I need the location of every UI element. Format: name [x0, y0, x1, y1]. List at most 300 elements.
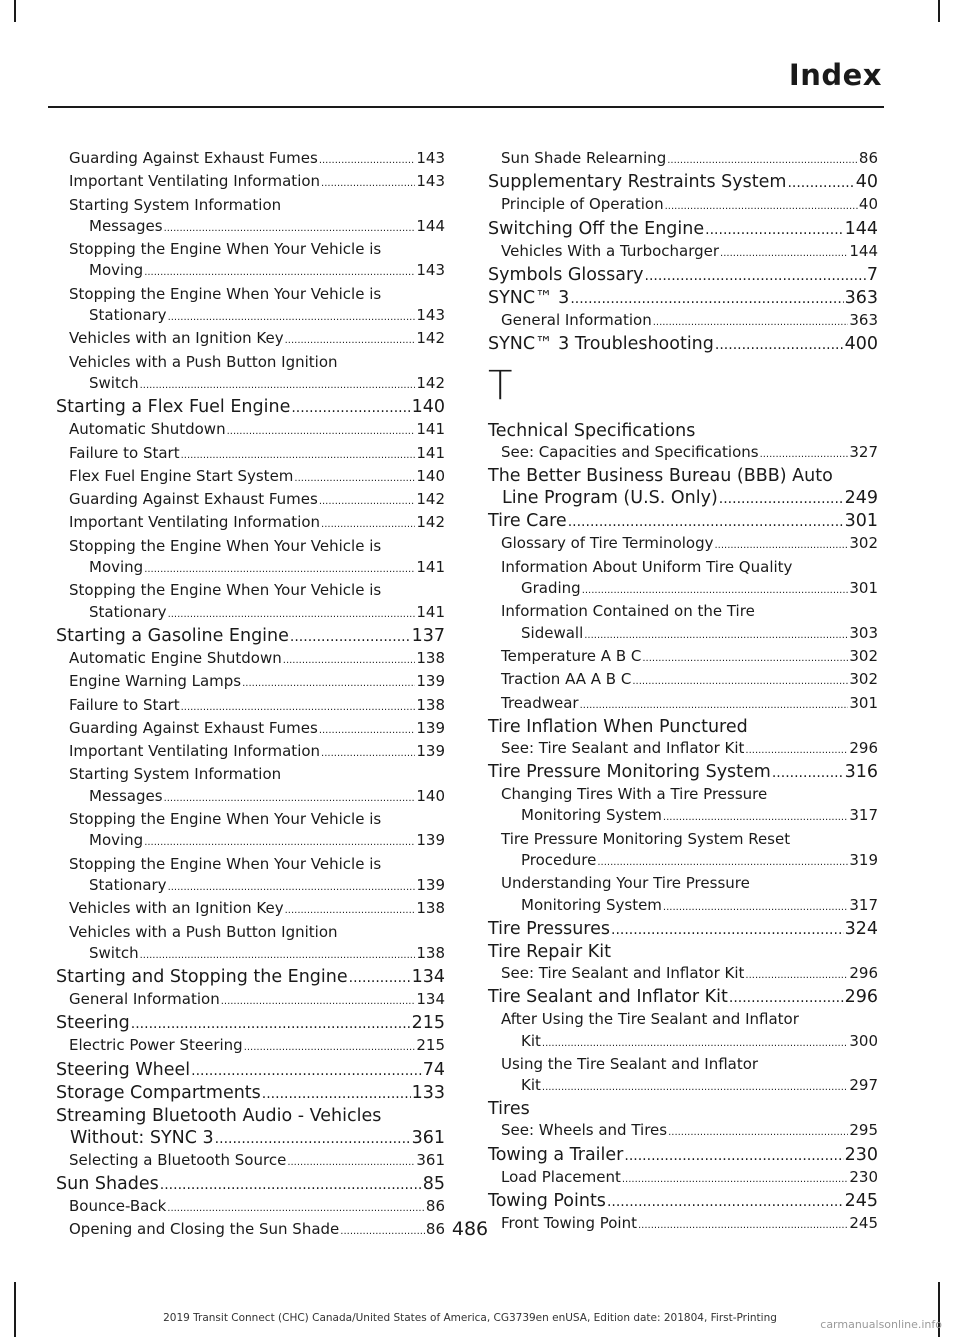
index-page-ref: 143: [416, 149, 445, 167]
index-page-ref: 300: [849, 1031, 878, 1050]
index-entry-text: Technical Specifications: [488, 421, 696, 442]
index-entry-text: Tires: [488, 1099, 530, 1120]
index-entry-text: Stopping the Engine When Your Vehicle is: [69, 854, 382, 873]
index-entry-text: Stopping the Engine When Your Vehicle is: [69, 240, 382, 259]
index-entry: [56, 671, 445, 694]
dot-leader: [321, 512, 415, 535]
index-page-ref: 138: [416, 695, 445, 714]
index-entry: [488, 761, 878, 784]
index-entry: [56, 1127, 445, 1150]
index-entry-continuation: Line Program (U.S. Only): [502, 488, 718, 509]
index-entry-text: Sun Shades: [56, 1173, 159, 1194]
index-entry-text: Front Towing Point: [501, 1214, 637, 1233]
index-entry-text: Tire Pressure Monitoring System Reset: [501, 829, 791, 848]
index-entry: [488, 533, 878, 556]
index-page-ref: 144: [849, 241, 878, 260]
dot-leader: [570, 287, 843, 310]
dot-leader: [283, 648, 416, 671]
index-entry-text: Switching Off the Engine: [488, 218, 705, 239]
dot-leader: [291, 396, 410, 419]
index-page-ref: 296: [849, 963, 878, 982]
index-entry-text: Sun Shade Relearning: [501, 149, 667, 167]
index-entry: [56, 695, 445, 718]
index-entry: [488, 218, 878, 241]
dot-leader: [262, 1082, 411, 1105]
index-page-ref: 230: [849, 1167, 878, 1186]
index-entry-text: Tire Care: [488, 511, 567, 532]
index-entry-text: Opening and Closing the Sun Shade: [69, 1220, 340, 1239]
index-entry: [56, 718, 445, 741]
index-entry: [56, 1150, 445, 1173]
index-entry: [488, 194, 878, 217]
index-entry-text: Streaming Bluetooth Audio - Vehicles: [56, 1105, 382, 1126]
index-entry-text: Starting and Stopping the Engine: [56, 967, 348, 988]
index-entry-text: Starting a Gasoline Engine: [56, 625, 289, 646]
index-entry-text: Temperature A B C: [501, 646, 642, 665]
index-page-ref: 138: [416, 899, 445, 918]
index-entry: [56, 1012, 445, 1035]
index-entry: [56, 419, 445, 442]
index-page-ref: 86: [425, 1196, 445, 1215]
index-entry-text: Towing a Trailer: [488, 1144, 624, 1165]
index-entry-text: Storage Compartments: [56, 1082, 261, 1103]
index-entry: [56, 786, 445, 809]
index-entry-continuation: Messages: [89, 216, 163, 235]
dot-leader: [144, 260, 415, 283]
dot-leader: [168, 875, 416, 898]
index-page-ref: 142: [416, 490, 445, 509]
index-entry-text: Engine Warning Lamps: [69, 672, 242, 691]
watermark: carmanualsonline.info: [820, 1318, 942, 1331]
crop-mark-top-left: [14, 0, 16, 22]
index-entry-continuation: Moving: [89, 261, 144, 280]
index-entry-text: Stopping the Engine When Your Vehicle is: [69, 810, 382, 829]
dot-leader: [584, 623, 848, 646]
index-entry-continuation: Kit: [521, 1031, 541, 1050]
index-entry: [488, 578, 878, 601]
dot-leader: [168, 602, 416, 625]
index-entry-text: Towing Points: [488, 1191, 606, 1212]
index-page-ref: 303: [849, 623, 878, 642]
index-page-ref: 249: [844, 488, 878, 509]
index-entry-text: See: Wheels and Tires: [501, 1121, 668, 1140]
index-entry: [56, 625, 445, 648]
index-page-ref: 86: [425, 1220, 445, 1239]
index-entry-text: SYNC™ 3 Troubleshooting: [488, 334, 714, 355]
dot-leader: [720, 241, 848, 264]
index-entry: [488, 1031, 878, 1054]
index-page-ref: 133: [411, 1082, 445, 1103]
index-entry: [56, 443, 445, 466]
dot-leader: [131, 1012, 411, 1035]
index-page-ref: 74: [422, 1059, 445, 1080]
index-entry: [488, 333, 878, 356]
dot-leader: [653, 310, 849, 333]
index-entry-text: Symbols Glossary: [488, 264, 644, 285]
dot-leader: [665, 194, 858, 217]
index-entry-text: Electric Power Steering: [69, 1036, 243, 1055]
index-entry: [488, 1075, 878, 1098]
index-entry-text: Vehicles With a Turbocharger: [501, 241, 720, 260]
dot-leader: [181, 443, 416, 466]
dot-leader: [772, 761, 844, 784]
dot-leader: [787, 171, 854, 194]
index-page-ref: 302: [849, 646, 878, 665]
dot-leader: [349, 966, 411, 989]
index-column-left: [56, 148, 445, 1243]
index-page-ref: 142: [416, 373, 445, 392]
index-page-ref: 138: [416, 648, 445, 667]
index-entry: [488, 310, 878, 333]
index-entry-text: Principle of Operation: [501, 195, 664, 214]
index-page-ref: 144: [416, 216, 445, 235]
dot-leader: [611, 918, 844, 941]
dot-leader: [745, 963, 848, 986]
index-page-ref: 361: [416, 1150, 445, 1169]
index-page-ref: 143: [416, 172, 445, 191]
index-page-ref: 139: [416, 718, 445, 737]
index-page-ref: 141: [416, 558, 445, 577]
index-entry-continuation: Moving: [89, 831, 144, 850]
dot-leader: [181, 695, 416, 718]
index-page-ref: 141: [416, 420, 445, 439]
index-page-ref: 139: [416, 875, 445, 894]
index-entry-continuation: Switch: [89, 943, 139, 962]
index-entry-text: Bounce-Back: [69, 1196, 167, 1215]
index-entry: [56, 943, 445, 966]
index-page-ref: 141: [416, 602, 445, 621]
index-entry-continuation: Monitoring System: [521, 895, 662, 914]
dot-leader: [667, 148, 858, 171]
dot-leader: [140, 373, 416, 396]
index-entry: [56, 328, 445, 351]
index-entry: [56, 1082, 445, 1105]
index-entry-continuation: Without: SYNC 3: [70, 1127, 214, 1148]
index-page-ref: 142: [416, 329, 445, 348]
dot-leader: [164, 786, 416, 809]
index-entry: [488, 171, 878, 194]
index-entry: [488, 805, 878, 828]
dot-leader: [191, 1059, 422, 1082]
index-entry-continuation: Stationary: [89, 875, 167, 894]
index-page-ref: 400: [844, 334, 878, 355]
dot-leader: [144, 557, 415, 580]
index-entry: [56, 557, 445, 580]
index-page-ref: 139: [416, 742, 445, 761]
dot-leader: [645, 264, 866, 287]
index-entry: [56, 989, 445, 1012]
dot-leader: [542, 1075, 848, 1098]
index-entry-continuation: Monitoring System: [521, 806, 662, 825]
index-entry-text: Vehicles with a Push Button Ignition: [69, 922, 338, 941]
index-entry-text: Changing Tires With a Tire Pressure: [501, 785, 768, 804]
dot-leader: [160, 1173, 422, 1196]
dot-leader: [624, 1144, 843, 1167]
crop-mark-bottom-left: [14, 1282, 16, 1337]
dot-leader: [568, 510, 844, 533]
index-entry: [56, 373, 445, 396]
index-page-ref: 245: [849, 1214, 878, 1233]
index-entry-text: After Using the Tire Sealant and Inflator: [501, 1010, 799, 1029]
dot-leader: [140, 943, 416, 966]
index-page-ref: 142: [416, 513, 445, 532]
index-entry: [56, 305, 445, 328]
index-entry: [488, 918, 878, 941]
dot-leader: [144, 830, 415, 853]
index-page-ref: 295: [849, 1121, 878, 1140]
index-entry: [488, 287, 878, 310]
index-page-ref: 7: [866, 264, 878, 285]
dot-leader: [642, 646, 848, 669]
dot-leader: [321, 741, 415, 764]
index-entry-text: Starting System Information: [69, 765, 282, 784]
index-entry: [488, 241, 878, 264]
index-entry: [56, 648, 445, 671]
index-entry-text: Selecting a Bluetooth Source: [69, 1150, 287, 1169]
index-entry-text: Tire Pressure Monitoring System: [488, 762, 771, 783]
index-entry-text: Stopping the Engine When Your Vehicle is: [69, 284, 382, 303]
index-entry-text: Guarding Against Exhaust Fumes: [69, 149, 318, 167]
crop-mark-top-right: [938, 0, 940, 22]
index-page-ref: 140: [416, 466, 445, 485]
index-entry: [56, 148, 445, 171]
dot-leader: [663, 805, 848, 828]
index-entry: [488, 264, 878, 287]
index-page-ref: 319: [849, 851, 878, 870]
index-entry-text: Important Ventilating Information: [69, 513, 321, 532]
index-entry-text: See: Capacities and Specifications: [501, 443, 759, 462]
index-entry: [56, 1035, 445, 1058]
index-page-ref: 301: [844, 511, 878, 532]
index-entry: [488, 442, 878, 465]
index-page-ref: 138: [416, 943, 445, 962]
index-page-ref: 143: [416, 261, 445, 280]
index-entry-text: Glossary of Tire Terminology: [501, 534, 714, 553]
header-divider: [48, 106, 884, 108]
index-page-ref: 40: [858, 195, 878, 214]
index-entry: [488, 1167, 878, 1190]
dot-leader: [607, 1190, 844, 1213]
index-entry: [488, 148, 878, 171]
dot-leader: [319, 148, 416, 171]
dot-leader: [290, 625, 411, 648]
dot-leader: [745, 738, 848, 761]
index-entry-text: Using the Tire Sealant and Inflator: [501, 1054, 759, 1073]
index-entry-text: See: Tire Sealant and Inflator Kit: [501, 963, 745, 982]
index-entry-continuation: Switch: [89, 373, 139, 392]
index-page-ref: 139: [416, 672, 445, 691]
index-entry-text: Tire Inflation When Punctured: [488, 716, 748, 737]
footer-edition-info: 2019 Transit Connect (CHC) Canada/United States of America, CG3739en enUSA, Edition date: 201804, First-Printing: [163, 1312, 777, 1324]
index-entry: [56, 898, 445, 921]
dot-leader: [319, 489, 416, 512]
index-entry: [488, 850, 878, 873]
index-entry: [56, 875, 445, 898]
index-entry: [488, 1190, 878, 1213]
index-entry: [56, 602, 445, 625]
index-entry: [488, 963, 878, 986]
index-entry-text: Automatic Shutdown: [69, 420, 226, 439]
index-entry: [56, 466, 445, 489]
index-entry: [56, 216, 445, 239]
index-entry: [56, 396, 445, 419]
index-entry-text: Important Ventilating Information: [69, 742, 321, 761]
index-entry-continuation: Grading: [521, 579, 581, 598]
index-entry: [56, 489, 445, 512]
index-page-ref: 316: [844, 762, 878, 783]
index-entry-text: Traction AA A B C: [501, 670, 632, 689]
dot-leader: [242, 671, 415, 694]
dot-leader: [582, 578, 849, 601]
dot-leader: [760, 442, 849, 465]
index-page-ref: 296: [849, 738, 878, 757]
dot-leader: [714, 533, 848, 556]
index-entry-text: Steering Wheel: [56, 1059, 191, 1080]
index-entry-text: Stopping the Engine When Your Vehicle is: [69, 581, 382, 600]
index-page-ref: 327: [849, 443, 878, 462]
dot-leader: [321, 171, 415, 194]
index-entry-continuation: Sidewall: [521, 623, 584, 642]
index-entry-text: Load Placement: [501, 1167, 621, 1186]
index-entry-text: Stopping the Engine When Your Vehicle is: [69, 536, 382, 555]
index-entry-text: See: Tire Sealant and Inflator Kit: [501, 738, 745, 757]
dot-leader: [542, 1031, 848, 1054]
index-entry-text: SYNC™ 3: [488, 287, 570, 308]
index-entry-text: Vehicles with a Push Button Ignition: [69, 352, 338, 371]
index-page-ref: 85: [422, 1173, 445, 1194]
index-entry-text: The Better Business Bureau (BBB) Auto: [488, 466, 833, 487]
index-page-ref: 363: [844, 287, 878, 308]
index-entry-text: Steering: [56, 1013, 130, 1034]
index-page-ref: 140: [416, 786, 445, 805]
index-entry: [488, 738, 878, 761]
index-page-ref: 40: [855, 172, 878, 193]
index-page-ref: 302: [849, 670, 878, 689]
page-title: Index: [788, 58, 882, 92]
index-entry-continuation: Moving: [89, 558, 144, 577]
index-entry: [488, 693, 878, 716]
dot-leader: [705, 218, 843, 241]
index-entry: [56, 260, 445, 283]
index-entry: [56, 1059, 445, 1082]
index-page-ref: 317: [849, 806, 878, 825]
index-entry-text: General Information: [69, 990, 220, 1009]
index-entry-text: Failure to Start: [69, 695, 180, 714]
index-entry: [488, 510, 878, 533]
index-entry-continuation: Messages: [89, 786, 163, 805]
dot-leader: [580, 693, 849, 716]
index-entry-text: Vehicles with an Ignition Key: [69, 899, 284, 918]
index-page-ref: 140: [411, 397, 445, 418]
index-page-ref: 363: [849, 310, 878, 329]
dot-leader: [215, 1127, 411, 1150]
index-entry-text: Guarding Against Exhaust Fumes: [69, 490, 318, 509]
index-page-ref: 134: [416, 990, 445, 1009]
index-entry-text: Starting System Information: [69, 195, 282, 214]
index-page-ref: 245: [844, 1191, 878, 1212]
dot-leader: [668, 1120, 848, 1143]
section-letter: T: [488, 363, 513, 410]
index-entry-text: Tire Repair Kit: [488, 941, 611, 962]
index-column-right: [488, 148, 878, 1236]
index-entry-text: Tire Pressures: [488, 918, 610, 939]
index-entry: [56, 966, 445, 989]
index-entry-text: Understanding Your Tire Pressure: [501, 874, 750, 893]
dot-leader: [227, 419, 416, 442]
index-entry-text: Information About Uniform Tire Quality: [501, 557, 793, 576]
index-entry: [56, 171, 445, 194]
index-page-ref: 301: [849, 693, 878, 712]
index-entry-text: Guarding Against Exhaust Fumes: [69, 718, 318, 737]
index-page-ref: 215: [411, 1013, 445, 1034]
index-page-ref: 143: [416, 306, 445, 325]
index-entry-text: Failure to Start: [69, 443, 180, 462]
dot-leader: [167, 1196, 425, 1219]
index-page-ref: 296: [844, 987, 878, 1008]
index-entry: [488, 986, 878, 1009]
dot-leader: [663, 895, 848, 918]
dot-leader: [715, 333, 844, 356]
index-page-ref: 301: [849, 579, 878, 598]
index-page-ref: 302: [849, 534, 878, 553]
index-page-ref: 144: [844, 218, 878, 239]
dot-leader: [622, 1167, 848, 1190]
index-page-ref: 324: [844, 918, 878, 939]
index-entry: [56, 1196, 445, 1219]
index-page-ref: 137: [411, 625, 445, 646]
dot-leader: [632, 669, 848, 692]
index-entry-text: Supplementary Restraints System: [488, 172, 787, 193]
dot-leader: [319, 718, 416, 741]
index-entry-text: Vehicles with an Ignition Key: [69, 329, 284, 348]
index-entry-continuation: Kit: [521, 1076, 541, 1095]
index-entry-text: Starting a Flex Fuel Engine: [56, 397, 291, 418]
dot-leader: [719, 487, 844, 510]
index-entry-continuation: Procedure: [521, 851, 597, 870]
index-entry: [488, 1120, 878, 1143]
dot-leader: [168, 305, 416, 328]
index-page-ref: 230: [844, 1144, 878, 1165]
index-entry-text: Important Ventilating Information: [69, 172, 321, 191]
index-page-ref: 141: [416, 443, 445, 462]
index-page-ref: 86: [858, 149, 878, 167]
dot-leader: [285, 898, 416, 921]
dot-leader: [285, 328, 416, 351]
page-number: 486: [451, 1218, 489, 1240]
index-page-ref: 317: [849, 895, 878, 914]
index-entry: [488, 487, 878, 510]
index-entry-text: Flex Fuel Engine Start System: [69, 466, 294, 485]
index-entry-continuation: Stationary: [89, 306, 167, 325]
index-entry: [488, 895, 878, 918]
index-entry-text: Information Contained on the Tire: [501, 602, 755, 621]
dot-leader: [164, 216, 416, 239]
dot-leader: [294, 466, 415, 489]
index-entry-text: Tire Sealant and Inflator Kit: [488, 987, 728, 1008]
index-page-ref: 361: [411, 1127, 445, 1148]
index-entry-continuation: Stationary: [89, 602, 167, 621]
dot-leader: [221, 989, 416, 1012]
index-entry: [56, 1173, 445, 1196]
index-entry-text: Automatic Engine Shutdown: [69, 648, 282, 667]
dot-leader: [597, 850, 848, 873]
index-page-ref: 134: [411, 967, 445, 988]
index-entry: [488, 669, 878, 692]
dot-leader: [244, 1035, 416, 1058]
index-entry: [488, 623, 878, 646]
index-page-ref: 297: [849, 1076, 878, 1095]
index-entry: [56, 741, 445, 764]
